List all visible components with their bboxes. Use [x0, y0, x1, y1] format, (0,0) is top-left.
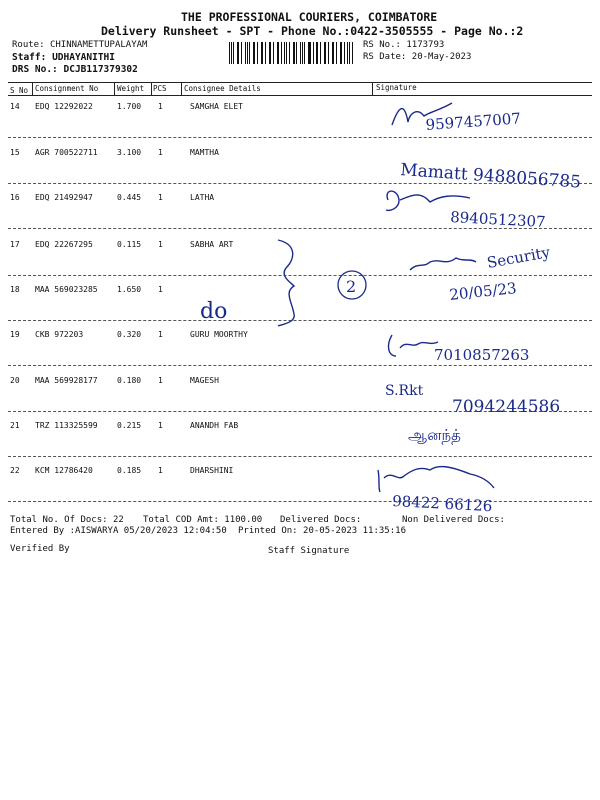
cell-sno: 16 [10, 193, 20, 202]
total-docs-label: Total No. Of Docs: [10, 515, 108, 525]
cell-sno: 15 [10, 148, 20, 157]
cell-pcs: 1 [158, 102, 163, 111]
cell-weight: 0.115 [117, 240, 142, 249]
cell-weight: 0.185 [117, 466, 142, 475]
total-cod [143, 515, 262, 525]
signature-19-stroke [389, 335, 438, 356]
cell-weight: 1.700 [117, 102, 142, 111]
col-header-signature: Signature [376, 83, 417, 92]
cell-consignment: EDQ 21492947 [35, 193, 93, 202]
rs-no-value: 1173793 [406, 40, 445, 50]
cell-consignee: MAMTHA [190, 148, 219, 157]
total-docs-value: 22 [112, 515, 124, 525]
delivered-docs-label: Delivered Docs: [280, 515, 362, 525]
cell-pcs: 1 [158, 240, 163, 249]
signature-22-stroke [378, 467, 494, 492]
col-header-consignee: Consignee Details [184, 84, 261, 93]
cell-pcs: 1 [158, 285, 163, 294]
signature-21: ஆனந்த் [408, 426, 461, 444]
printed-on [238, 526, 406, 536]
cell-consignment: EDQ 22267295 [35, 240, 93, 249]
entered-by-value: AISWARYA 05/20/2023 12:04:50 [75, 526, 227, 536]
col-header-sno: S No [10, 86, 29, 95]
signature-19-phone: 7010857263 [434, 346, 530, 364]
total-cod-value: 1100.00 [224, 515, 263, 525]
staff-signature-label: Staff Signature [268, 546, 350, 556]
cell-sno: 21 [10, 421, 20, 430]
cell-pcs: 1 [158, 330, 163, 339]
total-cod-label: Total COD Amt: [143, 515, 219, 525]
cell-consignee: GURU MOORTHY [190, 330, 248, 339]
cell-consignee: LATHA [190, 193, 215, 202]
signature-16-phone: 8940512307 [449, 208, 547, 231]
rs-date-label: RS Date: [363, 52, 407, 62]
drs-label: DRS No.: [12, 64, 58, 75]
entered-by-label: Entered By : [10, 526, 76, 536]
cell-pcs: 1 [158, 148, 163, 157]
cell-consignee: SAMGHA ELET [190, 102, 243, 111]
cell-sno: 17 [10, 240, 20, 249]
cell-sno: 19 [10, 330, 20, 339]
total-docs [10, 515, 124, 525]
rs-date-value: 20-May-2023 [411, 52, 472, 62]
cell-sno: 18 [10, 285, 20, 294]
staff-label: Staff: [12, 52, 47, 63]
cell-consignee: SABHA ART [190, 240, 234, 249]
cell-consignment: CKB 972203 [35, 330, 84, 339]
signature-20-name: S.Rkt [385, 383, 424, 399]
runsheet-title: Delivery Runsheet - SPT - Phone No.:0422-3505555 - Page No.:2 [101, 24, 524, 38]
col-header-pcs: PCS [153, 84, 167, 93]
cell-weight: 3.100 [117, 148, 142, 157]
cell-pcs: 1 [158, 421, 163, 430]
signature-17-text: Security [485, 243, 552, 272]
signature-17-stroke [410, 258, 476, 270]
cell-consignment: MAA 569928177 [35, 376, 98, 385]
cell-sno: 14 [10, 102, 20, 111]
cell-weight: 0.180 [117, 376, 142, 385]
cell-consignment: AGR 700522711 [35, 148, 98, 157]
company-title: THE PROFESSIONAL COURIERS, COIMBATORE [181, 10, 438, 24]
route-value: CHINNAMETTUPALAYAM [49, 40, 148, 50]
signature-17-date: 20/05/23 [448, 279, 518, 304]
rs-no-label: RS No.: [363, 40, 401, 50]
brace-stroke [278, 240, 294, 326]
verified-by-label: Verified By [10, 544, 70, 554]
cell-consignee: DHARSHINI [190, 466, 234, 475]
cell-pcs: 1 [158, 376, 163, 385]
route-label: Route: [12, 40, 45, 50]
cell-weight: 0.445 [117, 193, 142, 202]
signature-22-phone: 98422 66126 [391, 492, 493, 516]
cell-pcs: 1 [158, 193, 163, 202]
cell-weight: 0.215 [117, 421, 142, 430]
signature-20-phone: 7094244586 [452, 397, 561, 417]
cell-consignment: EDQ 12292022 [35, 102, 93, 111]
cell-weight: 0.320 [117, 330, 142, 339]
signature-14-phone: 9597457007 [425, 109, 522, 134]
drs-value: DCJB117379302 [63, 64, 138, 75]
cell-weight: 1.650 [117, 285, 142, 294]
cell-consignee: ANANDH FAB [190, 421, 239, 430]
cell-consignee: MAGESH [190, 376, 219, 385]
non-delivered-docs-label: Non Delivered Docs: [402, 515, 505, 525]
col-header-consignment: Consignment No [35, 84, 99, 93]
circled-number: 2 [346, 277, 357, 296]
signature-15: Mamatt 9488056785 [399, 160, 582, 193]
printed-on-value: 20-05-2023 11:35:16 [303, 526, 406, 536]
entered-by [10, 526, 227, 536]
staff-value: UDHAYANITHI [52, 52, 115, 63]
cell-sno: 20 [10, 376, 20, 385]
col-header-weight: Weight [117, 84, 145, 93]
cell-consignment: KCM 12786420 [35, 466, 93, 475]
cell-consignment: MAA 569023285 [35, 285, 98, 294]
cell-sno: 22 [10, 466, 20, 475]
printed-on-label: Printed On: [238, 526, 298, 536]
ditto-mark: do [200, 299, 228, 324]
cell-consignment: TRZ 113325599 [35, 421, 98, 430]
cell-pcs: 1 [158, 466, 163, 475]
